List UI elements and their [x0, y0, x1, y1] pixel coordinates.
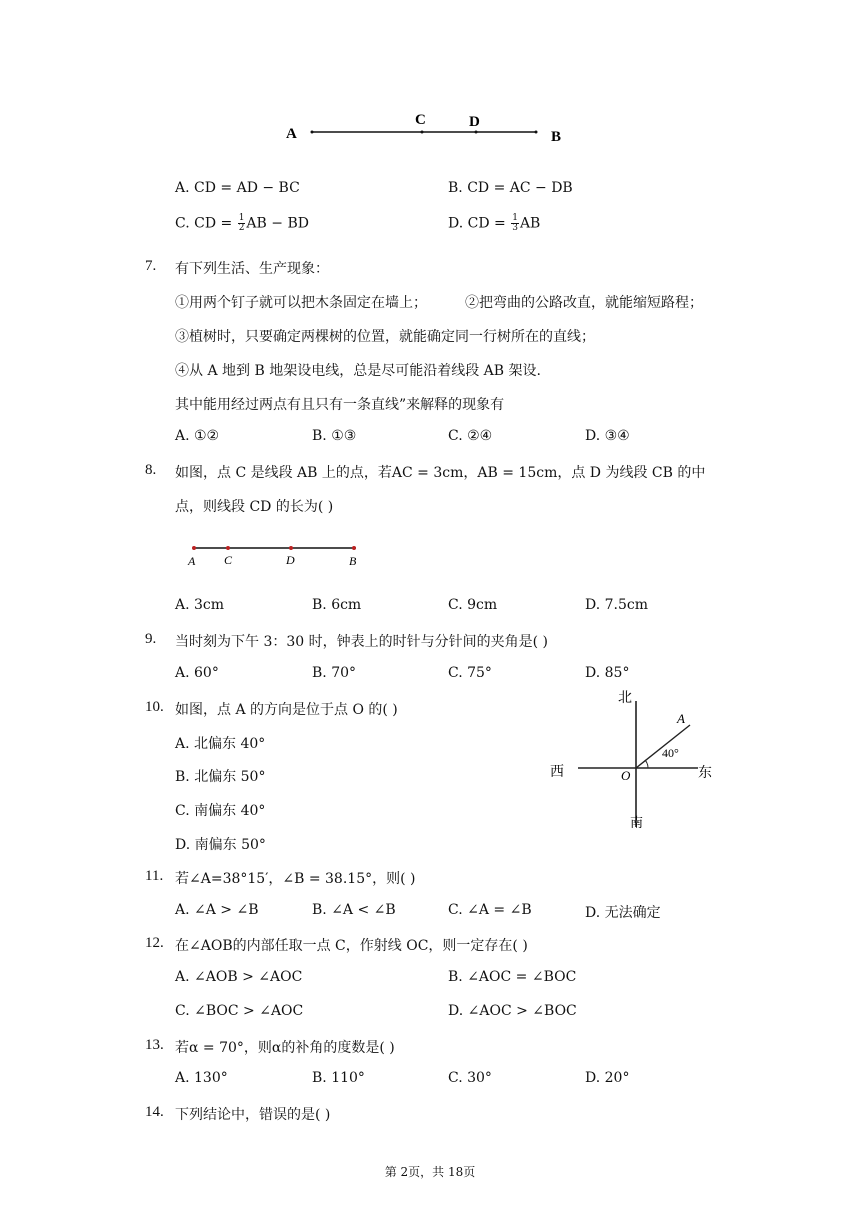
- q13-option-c[interactable]: C. 30°: [448, 1070, 492, 1086]
- q7-item-4: ④从 A 地到 B 地架设电线，总是尽可能沿着线段 AB 架设.: [175, 363, 541, 379]
- q6-option-a[interactable]: A. CD = AD − BC: [175, 180, 300, 196]
- q11-option-d[interactable]: D. 无法确定: [585, 905, 661, 921]
- q9-option-a[interactable]: A. 60°: [175, 665, 219, 681]
- point-label-a: A: [188, 554, 196, 568]
- point-label-d: D: [286, 553, 295, 567]
- q11-option-a[interactable]: A. ∠A > ∠B: [175, 902, 259, 918]
- q7-item-2: ②把弯曲的公路改直，就能缩短路程；: [465, 295, 703, 311]
- q12-stem: 在∠AOB的内部任取一点 C，作射线 OC，则一定存在( ): [175, 938, 528, 954]
- q12-option-d[interactable]: D. ∠AOC > ∠BOC: [448, 1003, 577, 1019]
- fraction-one-third: $\frac{1}{3}$: [512, 213, 518, 233]
- q9-number: 9.: [145, 631, 157, 647]
- q13-option-b[interactable]: B. 110°: [312, 1070, 365, 1086]
- q8-option-b[interactable]: B. 6cm: [312, 597, 362, 613]
- q8-stem-line1: 如图，点 C 是线段 AB 上的点，若AC = 3cm，AB = 15cm，点 D 为线段 CB 的中: [175, 465, 706, 481]
- fraction-one-half: $\frac{1}{2}$: [238, 213, 245, 233]
- q14-number: 14.: [145, 1104, 164, 1120]
- q10-number: 10.: [145, 699, 164, 715]
- q14-stem: 下列结论中，错误的是( ): [175, 1107, 331, 1123]
- segment-figure-q8: [180, 540, 370, 572]
- q6-option-d-suffix: AB: [519, 215, 541, 232]
- point-label-c: C: [224, 553, 233, 567]
- q13-number: 13.: [145, 1037, 164, 1053]
- q9-option-b[interactable]: B. 70°: [312, 665, 357, 681]
- q10-option-b[interactable]: B. 北偏东 50°: [175, 769, 266, 785]
- page-footer: 第 2页，共 18页: [384, 1165, 476, 1179]
- point-label-a: A: [677, 711, 685, 726]
- q8-number: 8.: [145, 462, 157, 478]
- q6-option-c[interactable]: [175, 214, 309, 233]
- q9-option-c[interactable]: C. 75°: [448, 665, 492, 681]
- q8-option-a[interactable]: A. 3cm: [175, 597, 225, 613]
- q10-option-c[interactable]: C. 南偏东 40°: [175, 803, 266, 819]
- q7-item-1: ①用两个钉子就可以把木条固定在墙上；: [175, 295, 427, 311]
- q12-option-b[interactable]: B. ∠AOC = ∠BOC: [448, 969, 577, 985]
- q7-option-a[interactable]: A. ①②: [175, 428, 220, 444]
- q6-option-d[interactable]: [448, 214, 540, 233]
- angle-label: 40°: [662, 746, 679, 760]
- q6-option-c-prefix: C. CD =: [175, 215, 237, 232]
- point-label-d: D: [469, 114, 480, 130]
- south-label: 南: [630, 815, 644, 830]
- q9-stem: 当时刻为下午 3：30 时，钟表上的时针与分针间的夹角是( ): [175, 634, 548, 650]
- point-label-b: B: [551, 129, 562, 145]
- q7-item-3: ③植树时，只要确定两棵树的位置，就能确定同一行树所在的直线；: [175, 329, 595, 345]
- q6-option-c-suffix: AB − BD: [246, 215, 309, 232]
- point-label-a: A: [286, 126, 297, 142]
- east-label: 东: [698, 766, 712, 781]
- q13-option-d[interactable]: D. 20°: [585, 1070, 630, 1086]
- q7-option-b[interactable]: B. ①③: [312, 428, 357, 444]
- west-label: 西: [550, 765, 564, 780]
- q8-stem-line2: 点，则线段 CD 的长为( ): [175, 499, 334, 515]
- q8-option-d[interactable]: D. 7.5cm: [585, 597, 649, 613]
- q12-number: 12.: [145, 935, 164, 951]
- q7-number: 7.: [145, 258, 157, 274]
- q6-option-b[interactable]: B. CD = AC − DB: [448, 180, 573, 196]
- q9-option-d[interactable]: D. 85°: [585, 665, 630, 681]
- q13-option-a[interactable]: A. 130°: [175, 1070, 228, 1086]
- q10-option-d[interactable]: D. 南偏东 50°: [175, 837, 266, 853]
- q7-option-c[interactable]: C. ②④: [448, 428, 493, 444]
- q12-option-c[interactable]: C. ∠BOC > ∠AOC: [175, 1003, 304, 1019]
- segment-figure-q6: [280, 105, 580, 150]
- direction-figure-q10: [540, 683, 730, 833]
- q11-option-b[interactable]: B. ∠A < ∠B: [312, 902, 396, 918]
- north-label: 北: [618, 691, 632, 706]
- q7-option-d[interactable]: D. ③④: [585, 428, 630, 444]
- q8-option-c[interactable]: C. 9cm: [448, 597, 498, 613]
- q10-stem: 如图，点 A 的方向是位于点 O 的( ): [175, 702, 398, 718]
- origin-label-o: O: [621, 768, 631, 783]
- q11-number: 11.: [145, 868, 164, 884]
- q10-option-a[interactable]: A. 北偏东 40°: [175, 736, 266, 752]
- point-label-c: C: [415, 112, 426, 128]
- q11-option-c[interactable]: C. ∠A = ∠B: [448, 902, 532, 918]
- q11-stem: 若∠A=38°15′，∠B = 38.15°，则( ): [175, 871, 416, 887]
- q13-stem: 若α = 70°，则α的补角的度数是( ): [175, 1040, 395, 1056]
- q6-option-d-prefix: D. CD =: [448, 215, 511, 232]
- q7-stem: 有下列生活、生产现象：: [175, 261, 329, 277]
- q7-question: 其中能用经过两点有且只有一条直线”来解释的现象有: [175, 397, 505, 413]
- q12-option-a[interactable]: A. ∠AOB > ∠AOC: [175, 969, 303, 985]
- point-label-b: B: [349, 554, 357, 568]
